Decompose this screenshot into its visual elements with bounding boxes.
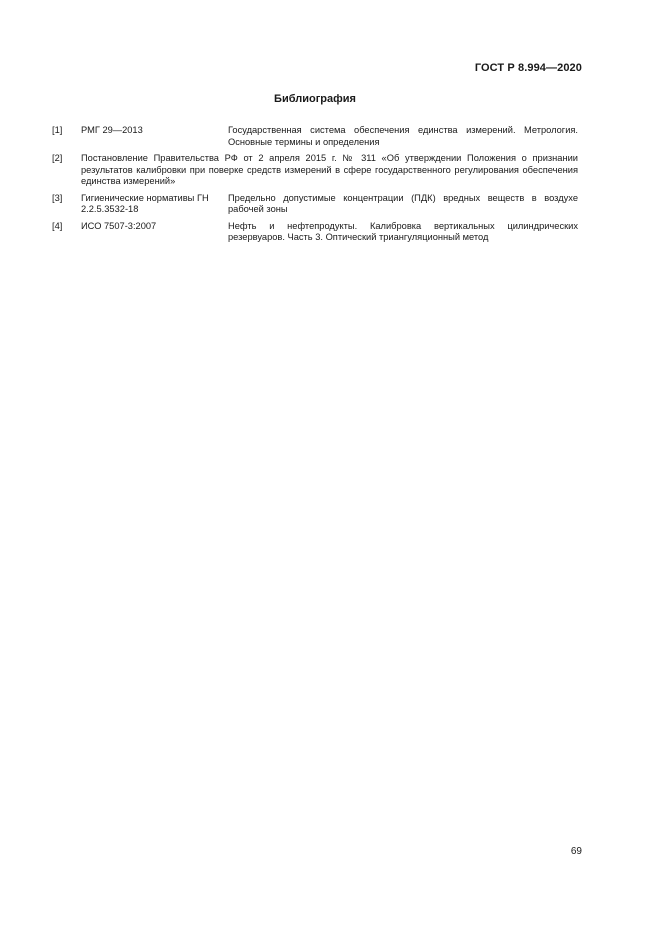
standard-code-header: ГОСТ Р 8.994—2020 [474,62,582,74]
entry-full-text: Постановление Правительства РФ от 2 апреля 2015 г. № 311 «Об утверждении Положения о признании результатов калибровки при поверке средств измерений в сфере государственного регулирования обеспечения единства измерений» [81,153,578,186]
bibliography-entry-4 [52,221,578,244]
entry-number: [3] [52,192,63,203]
bibliography-entry-1 [52,125,578,148]
entry-document: Гигиенические нормативы ГН 2.2.5.3532-18 [81,192,209,214]
entry-number: [2] [52,153,63,163]
bibliography-list [52,125,578,249]
bibliography-entry-3 [52,193,578,216]
page-number: 69 [570,846,582,857]
bibliography-title: Библиография [274,93,356,105]
entry-description: Нефть и нефтепродукты. Калибровка вертикальных цилиндрических резервуаров. Часть 3. Оптический триангуляционный метод [228,220,578,242]
entry-document: РМГ 29—2013 [81,125,143,135]
entry-document: ИСО 7507-3:2007 [81,220,157,231]
entry-description: Предельно допустимые концентрации (ПДК) вредных веществ в воздухе рабочей зоны [228,192,578,214]
bibliography-entry-2 [52,153,578,188]
entry-description: Государственная система обеспечения единства измерений. Метрология. Основные термины и определения [228,125,578,147]
entry-number: [1] [52,125,63,135]
entry-number: [4] [52,220,63,231]
